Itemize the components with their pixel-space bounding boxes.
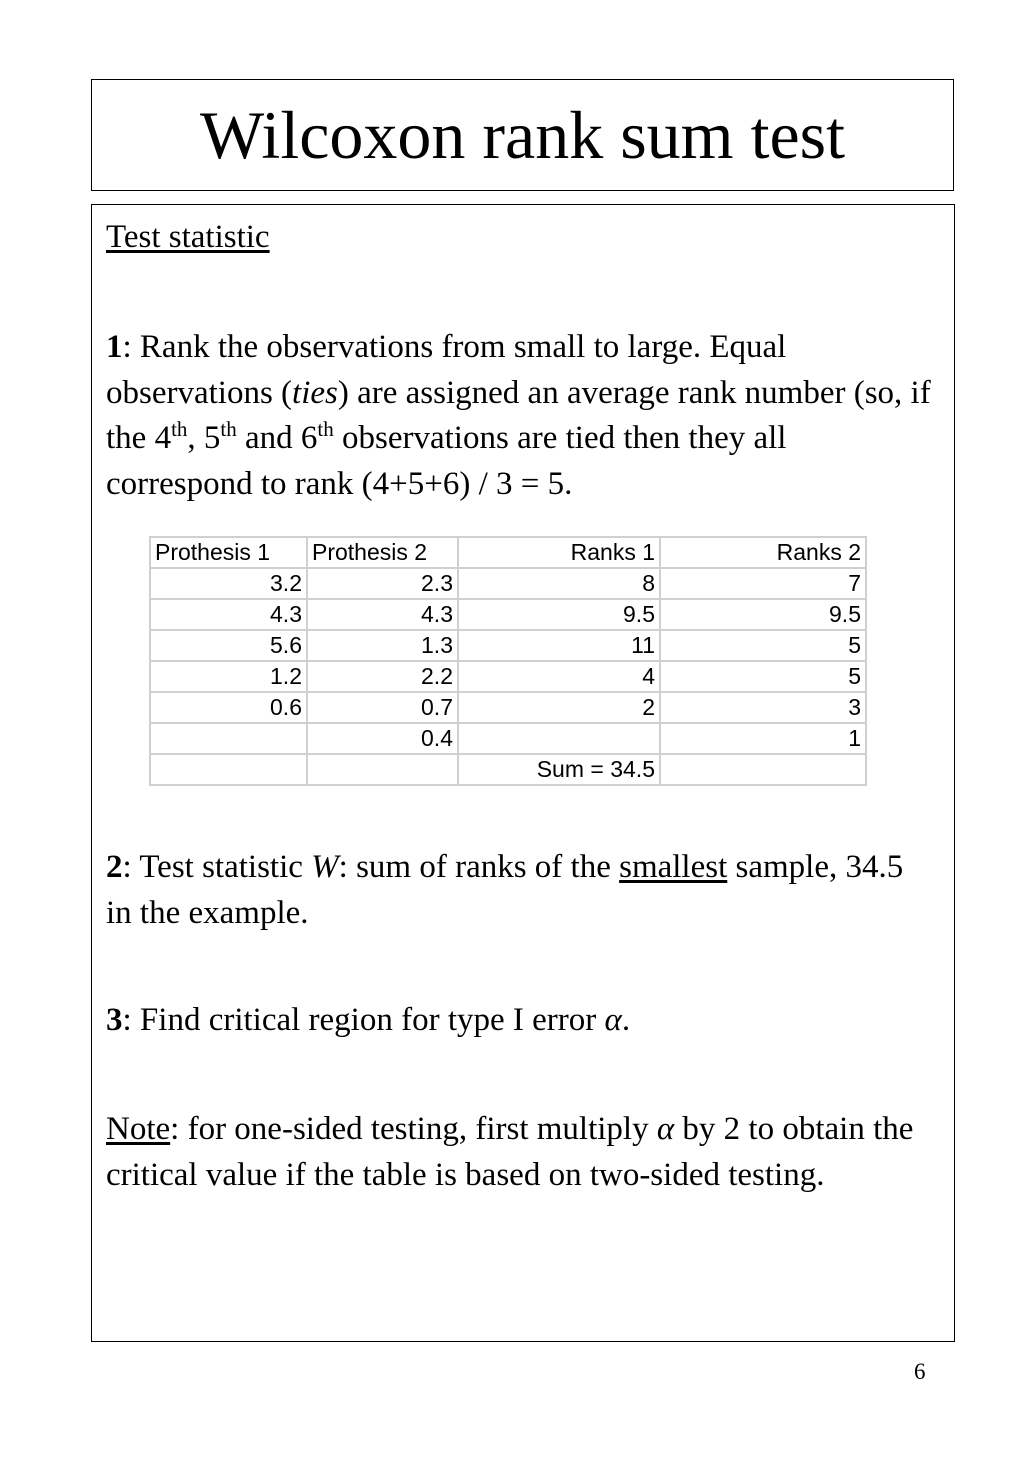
table-header-row [150,537,866,568]
header-cell: Ranks 1 [458,537,660,568]
table-cell [458,723,660,754]
table-cell: 0.4 [307,723,458,754]
table-cell [150,723,307,754]
sum-cell: Sum = 34.5 [458,754,660,785]
header-cell: Ranks 2 [660,537,866,568]
smallest-term: smallest [619,849,728,885]
table-cell: 4 [458,661,660,692]
table-row [150,599,866,630]
table-sum-row [150,754,866,785]
table-cell [150,754,307,785]
step-2-paragraph: 2: Test statistic W: sum of ranks of the smallest sample, 34.5 in the example. [106,849,904,931]
table-cell: 4.3 [150,599,307,630]
ranks-table [149,536,867,786]
step-1-number: 1 [106,329,123,365]
title-box [91,79,954,191]
table-row [150,661,866,692]
alpha-symbol: α [656,1111,675,1147]
table-cell: 1.3 [307,630,458,661]
table-row [150,692,866,723]
header-cell: Prothesis 1 [150,537,307,568]
table-row [150,630,866,661]
table-cell: 4.3 [307,599,458,630]
table-cell: 9.5 [458,599,660,630]
note-paragraph: Note: for one-sided testing, first multiply α by 2 to obtain the critical value if the table is based on two-sided testing. [106,1111,914,1193]
step-3-number: 3 [106,1002,123,1038]
table-cell: 2 [458,692,660,723]
header-cell: Prothesis 2 [307,537,458,568]
step-3-paragraph: 3: Find critical region for type I error α. [106,1002,631,1038]
table-row [150,568,866,599]
step-2-number: 2 [106,849,123,885]
table-cell [660,754,866,785]
step-1-paragraph: 1: Rank the observations from small to large. Equal observations (ties) are assigned an average rank number (so, if the 4th, 5th and 6th observations are tied then they all correspond to rank (4+5+6) / 3 = 5. [106,329,931,502]
slide-title: Wilcoxon rank sum test [199,97,846,173]
alpha-symbol: α [604,1002,622,1038]
table-cell: 0.6 [150,692,307,723]
table-cell: 5 [660,661,866,692]
table-cell: 1 [660,723,866,754]
content-box [91,204,955,1342]
table-cell: 2.3 [307,568,458,599]
table-cell: 5.6 [150,630,307,661]
table-cell: 1.2 [150,661,307,692]
table-cell [307,754,458,785]
table-cell: 8 [458,568,660,599]
ties-term: ties [292,374,338,411]
w-symbol: W [311,849,339,885]
section-heading: Test statistic [106,219,270,255]
table-cell: 3.2 [150,568,307,599]
page-number: 6 [914,1359,926,1384]
table-cell: 5 [660,630,866,661]
table-cell: 11 [458,630,660,661]
table-cell: 3 [660,692,866,723]
table-cell: 9.5 [660,599,866,630]
table-row [150,723,866,754]
table-cell: 7 [660,568,866,599]
note-label: Note [106,1111,171,1147]
table-cell: 2.2 [307,661,458,692]
table-cell: 0.7 [307,692,458,723]
